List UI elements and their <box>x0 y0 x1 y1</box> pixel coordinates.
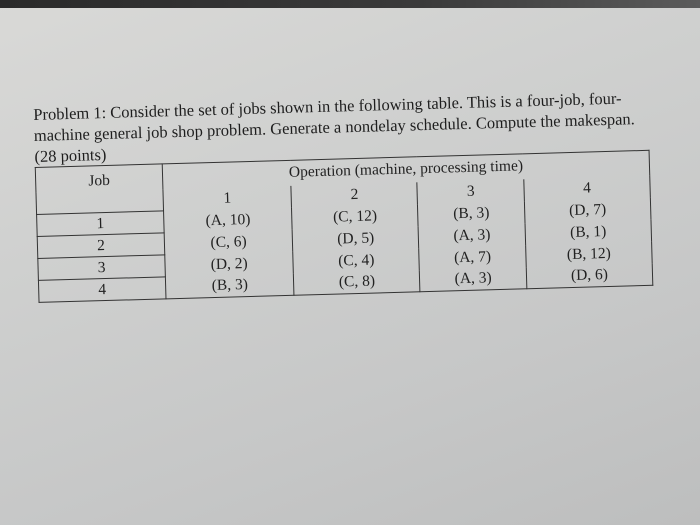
dark-top-edge <box>0 0 700 8</box>
operation-cell: (A, 10) <box>164 207 293 233</box>
operation-cell: (D, 2) <box>165 251 294 277</box>
operation-cell: (D, 7) <box>524 197 651 223</box>
job-id: 3 <box>38 255 166 281</box>
problem-statement: Problem 1: Consider the set of jobs shown in the following table. This is a four-job, four-machine general job shop problem. Generate a nondelay schedule. Compute the makespan. (28 points) <box>33 88 636 166</box>
operation-cell: (C, 6) <box>164 229 293 255</box>
paper-content <box>33 86 678 303</box>
operation-column-2: 2 <box>291 182 418 207</box>
job-column-header: Job <box>35 164 163 215</box>
operation-cell: (C, 12) <box>292 204 419 230</box>
operation-cell: (A, 3) <box>418 223 525 248</box>
operation-cell: (A, 7) <box>419 245 526 270</box>
operation-cell: (B, 1) <box>525 219 652 245</box>
operation-cell: (D, 6) <box>526 263 653 289</box>
operation-cell: (A, 3) <box>420 267 527 292</box>
job-table <box>35 150 654 303</box>
operation-column-1: 1 <box>163 185 292 211</box>
job-id: 1 <box>37 211 165 237</box>
operation-cell: (B, 12) <box>526 241 653 267</box>
operation-cell: (D, 5) <box>292 226 419 252</box>
job-id: 4 <box>38 277 166 303</box>
operation-column-4: 4 <box>524 175 651 200</box>
job-id: 2 <box>37 233 165 259</box>
operation-cell: (C, 4) <box>293 248 420 274</box>
operation-column-3: 3 <box>417 179 524 204</box>
operation-cell: (B, 3) <box>418 201 525 226</box>
operation-cell: (C, 8) <box>294 270 421 296</box>
operation-cell: (B, 3) <box>165 273 294 299</box>
operation-header: Operation (machine, processing time) <box>162 150 650 189</box>
